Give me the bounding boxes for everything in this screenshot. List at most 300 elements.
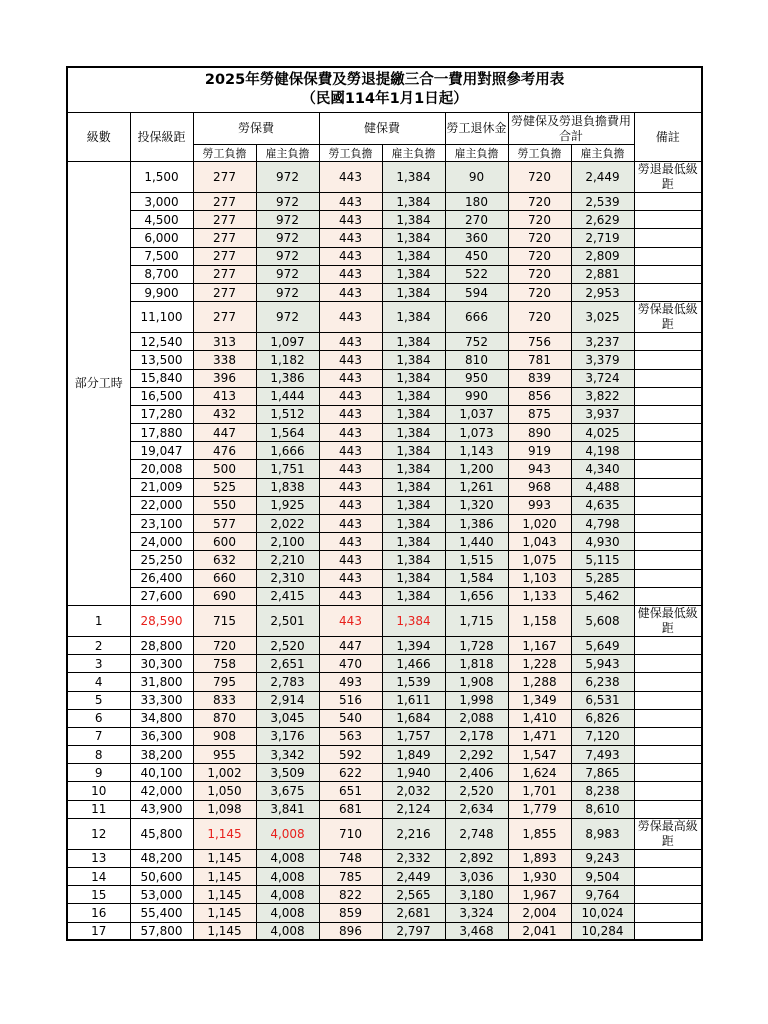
cell-note: 勞退最低級距 [634,162,702,193]
cell-insured-grade: 17,280 [130,405,193,423]
header-insured-grade: 投保級距 [130,113,193,162]
cell-health-employee: 443 [319,265,382,283]
cell-health-employer: 2,449 [382,868,445,886]
cell-labor-employee: 277 [193,283,256,301]
cell-total-employee: 993 [508,496,571,514]
cell-insured-grade: 21,009 [130,478,193,496]
cell-health-employee: 563 [319,727,382,745]
cell-labor-employer: 4,008 [256,849,319,867]
cell-labor-employer: 1,564 [256,424,319,442]
cell-total-employee: 890 [508,424,571,442]
table-row [67,605,702,636]
cell-labor-employer: 972 [256,211,319,229]
cell-health-employer: 1,384 [382,478,445,496]
cell-labor-employee: 277 [193,302,256,333]
cell-total-employer: 5,649 [571,636,634,654]
cell-note [634,868,702,886]
cell-health-employer: 2,032 [382,782,445,800]
cell-pension-employer: 522 [445,265,508,283]
cell-level: 16 [67,904,130,922]
cell-pension-employer: 1,998 [445,691,508,709]
cell-insured-grade: 1,500 [130,162,193,193]
cell-insured-grade: 34,800 [130,709,193,727]
table-row [67,886,702,904]
cell-health-employee: 822 [319,886,382,904]
cell-note [634,746,702,764]
cell-total-employer: 2,881 [571,265,634,283]
cell-total-employer: 9,504 [571,868,634,886]
cell-health-employer: 1,940 [382,764,445,782]
cell-insured-grade: 48,200 [130,849,193,867]
cell-total-employee: 1,075 [508,551,571,569]
cell-total-employer: 2,629 [571,211,634,229]
cell-total-employee: 756 [508,333,571,351]
cell-level: 4 [67,673,130,691]
cell-labor-employee: 432 [193,405,256,423]
cell-health-employee: 443 [319,496,382,514]
cell-health-employee: 710 [319,818,382,849]
cell-insured-grade: 28,590 [130,605,193,636]
cell-total-employer: 4,798 [571,515,634,533]
cell-labor-employer: 4,008 [256,886,319,904]
cell-note [634,193,702,211]
cell-insured-grade: 22,000 [130,496,193,514]
cell-labor-employee: 277 [193,211,256,229]
cell-labor-employee: 1,145 [193,904,256,922]
cell-labor-employer: 2,022 [256,515,319,533]
cell-insured-grade: 16,500 [130,387,193,405]
sub-health-employee: 勞工負擔 [319,145,382,162]
cell-insured-grade: 15,840 [130,369,193,387]
cell-health-employee: 443 [319,302,382,333]
cell-note [634,727,702,745]
table-row [67,800,702,818]
cell-health-employer: 1,466 [382,655,445,673]
cell-health-employee: 443 [319,351,382,369]
cell-total-employer: 3,724 [571,369,634,387]
cell-total-employer: 2,719 [571,229,634,247]
cell-labor-employee: 632 [193,551,256,569]
cell-insured-grade: 25,250 [130,551,193,569]
cell-health-employee: 896 [319,922,382,940]
cell-health-employee: 516 [319,691,382,709]
cell-health-employer: 1,757 [382,727,445,745]
cell-total-employer: 8,610 [571,800,634,818]
cell-health-employer: 2,124 [382,800,445,818]
table-row [67,193,702,211]
cell-note [634,283,702,301]
cell-pension-employer: 1,200 [445,460,508,478]
cell-total-employee: 1,349 [508,691,571,709]
cell-total-employer: 4,025 [571,424,634,442]
cell-health-employee: 447 [319,636,382,654]
cell-note [634,247,702,265]
cell-pension-employer: 1,515 [445,551,508,569]
cell-labor-employer: 2,520 [256,636,319,654]
table-row [67,351,702,369]
cell-note [634,515,702,533]
cell-total-employer: 3,822 [571,387,634,405]
cell-pension-employer: 2,748 [445,818,508,849]
cell-note [634,636,702,654]
table-row [67,405,702,423]
cell-pension-employer: 2,292 [445,746,508,764]
cell-pension-employer: 950 [445,369,508,387]
cell-labor-employee: 870 [193,709,256,727]
cell-total-employee: 1,410 [508,709,571,727]
cell-insured-grade: 26,400 [130,569,193,587]
cell-health-employer: 1,539 [382,673,445,691]
cell-pension-employer: 1,073 [445,424,508,442]
cell-pension-employer: 594 [445,283,508,301]
cell-pension-employer: 270 [445,211,508,229]
cell-labor-employee: 476 [193,442,256,460]
sub-total-employee: 勞工負擔 [508,145,571,162]
cell-pension-employer: 2,088 [445,709,508,727]
cell-insured-grade: 42,000 [130,782,193,800]
cell-total-employee: 1,020 [508,515,571,533]
cell-pension-employer: 2,892 [445,849,508,867]
cell-labor-employee: 277 [193,247,256,265]
cell-total-employee: 1,288 [508,673,571,691]
cell-level: 15 [67,886,130,904]
cell-note [634,333,702,351]
sub-health-employer: 雇主負擔 [382,145,445,162]
cell-insured-grade: 17,880 [130,424,193,442]
table-row [67,496,702,514]
cell-insured-grade: 24,000 [130,533,193,551]
premium-table-sheet [66,66,701,941]
header-pension: 勞工退休金 [445,113,508,145]
cell-health-employee: 443 [319,478,382,496]
sub-labor-employee: 勞工負擔 [193,145,256,162]
cell-health-employer: 2,565 [382,886,445,904]
cell-health-employer: 1,384 [382,265,445,283]
cell-health-employee: 443 [319,533,382,551]
cell-total-employee: 1,043 [508,533,571,551]
cell-labor-employee: 1,050 [193,782,256,800]
cell-labor-employee: 1,002 [193,764,256,782]
cell-labor-employee: 577 [193,515,256,533]
cell-labor-employee: 396 [193,369,256,387]
cell-insured-grade: 36,300 [130,727,193,745]
cell-pension-employer: 3,036 [445,868,508,886]
sub-total-employer: 雇主負擔 [571,145,634,162]
cell-insured-grade: 12,540 [130,333,193,351]
cell-total-employee: 968 [508,478,571,496]
table-row [67,673,702,691]
cell-labor-employee: 1,145 [193,818,256,849]
cell-insured-grade: 50,600 [130,868,193,886]
cell-health-employer: 1,384 [382,551,445,569]
cell-pension-employer: 2,178 [445,727,508,745]
cell-labor-employer: 972 [256,162,319,193]
table-row [67,764,702,782]
cell-health-employer: 1,384 [382,302,445,333]
cell-labor-employee: 550 [193,496,256,514]
cell-total-employer: 3,937 [571,405,634,423]
cell-note [634,800,702,818]
cell-health-employer: 1,384 [382,569,445,587]
table-row [67,478,702,496]
cell-health-employer: 1,384 [382,515,445,533]
cell-insured-grade: 53,000 [130,886,193,904]
cell-total-employer: 5,115 [571,551,634,569]
cell-total-employer: 4,488 [571,478,634,496]
cell-labor-employer: 972 [256,302,319,333]
cell-health-employer: 1,384 [382,605,445,636]
cell-pension-employer: 1,908 [445,673,508,691]
cell-health-employee: 443 [319,369,382,387]
cell-health-employer: 1,611 [382,691,445,709]
cell-pension-employer: 1,656 [445,587,508,605]
cell-note [634,782,702,800]
cell-total-employer: 9,243 [571,849,634,867]
cell-insured-grade: 31,800 [130,673,193,691]
cell-pension-employer: 3,324 [445,904,508,922]
cell-insured-grade: 23,100 [130,515,193,533]
cell-note [634,424,702,442]
cell-note: 健保最低級距 [634,605,702,636]
cell-note [634,904,702,922]
cell-note [634,265,702,283]
cell-pension-employer: 3,468 [445,922,508,940]
cell-insured-grade: 27,600 [130,587,193,605]
header-note: 備註 [634,113,702,162]
cell-note [634,709,702,727]
cell-labor-employer: 1,751 [256,460,319,478]
cell-pension-employer: 2,520 [445,782,508,800]
cell-health-employer: 1,384 [382,247,445,265]
cell-total-employer: 8,238 [571,782,634,800]
cell-total-employer: 5,285 [571,569,634,587]
cell-labor-employee: 313 [193,333,256,351]
cell-health-employer: 1,384 [382,211,445,229]
cell-level: 7 [67,727,130,745]
cell-labor-employer: 1,386 [256,369,319,387]
cell-health-employer: 1,394 [382,636,445,654]
cell-health-employee: 443 [319,515,382,533]
cell-note [634,886,702,904]
cell-labor-employee: 1,145 [193,849,256,867]
header-health-insurance: 健保費 [319,113,445,145]
cell-level: 8 [67,746,130,764]
cell-health-employee: 470 [319,655,382,673]
cell-total-employee: 720 [508,265,571,283]
cell-labor-employee: 1,145 [193,868,256,886]
cell-labor-employer: 2,914 [256,691,319,709]
cell-total-employee: 2,041 [508,922,571,940]
cell-total-employer: 4,340 [571,460,634,478]
cell-note [634,587,702,605]
cell-labor-employee: 1,098 [193,800,256,818]
cell-pension-employer: 1,261 [445,478,508,496]
cell-note [634,405,702,423]
cell-health-employer: 1,384 [382,442,445,460]
cell-pension-employer: 1,728 [445,636,508,654]
cell-labor-employer: 2,651 [256,655,319,673]
cell-pension-employer: 2,634 [445,800,508,818]
cell-health-employee: 443 [319,551,382,569]
cell-total-employer: 6,826 [571,709,634,727]
cell-total-employer: 6,238 [571,673,634,691]
cell-labor-employer: 3,342 [256,746,319,764]
cell-labor-employee: 720 [193,636,256,654]
cell-labor-employee: 690 [193,587,256,605]
cell-labor-employer: 972 [256,247,319,265]
cell-total-employee: 1,471 [508,727,571,745]
cell-health-employee: 651 [319,782,382,800]
cell-health-employee: 443 [319,211,382,229]
table-row [67,636,702,654]
cell-pension-employer: 1,440 [445,533,508,551]
cell-insured-grade: 33,300 [130,691,193,709]
table-row [67,551,702,569]
table-row [67,442,702,460]
cell-health-employer: 1,384 [382,533,445,551]
cell-total-employee: 1,167 [508,636,571,654]
cell-labor-employer: 1,444 [256,387,319,405]
cell-total-employee: 1,133 [508,587,571,605]
header-total: 勞健保及勞退負擔費用合計 [508,113,634,145]
cell-health-employer: 2,797 [382,922,445,940]
cell-total-employer: 2,539 [571,193,634,211]
cell-note [634,442,702,460]
cell-insured-grade: 19,047 [130,442,193,460]
cell-health-employer: 1,384 [382,405,445,423]
cell-health-employee: 443 [319,387,382,405]
table-row [67,587,702,605]
table-row [67,533,702,551]
cell-health-employer: 2,332 [382,849,445,867]
cell-level: 13 [67,849,130,867]
cell-health-employee: 443 [319,605,382,636]
cell-note [634,849,702,867]
title-line-1: 2025年勞健保保費及勞退提繳三合一費用對照參考用表 [204,72,565,88]
cell-total-employer: 4,635 [571,496,634,514]
cell-total-employee: 1,930 [508,868,571,886]
cell-insured-grade: 57,800 [130,922,193,940]
cell-note [634,764,702,782]
cell-total-employee: 1,855 [508,818,571,849]
table-row [67,211,702,229]
cell-pension-employer: 1,584 [445,569,508,587]
cell-labor-employee: 660 [193,569,256,587]
cell-health-employer: 1,849 [382,746,445,764]
cell-note [634,369,702,387]
cell-total-employer: 5,943 [571,655,634,673]
table-row [67,460,702,478]
cell-note: 勞保最高級距 [634,818,702,849]
table-row [67,727,702,745]
cell-labor-employee: 833 [193,691,256,709]
table-row [67,569,702,587]
table-row [67,868,702,886]
table-row [67,515,702,533]
cell-total-employer: 5,462 [571,587,634,605]
cell-insured-grade: 9,900 [130,283,193,301]
cell-pension-employer: 1,320 [445,496,508,514]
cell-pension-employer: 90 [445,162,508,193]
cell-level: 1 [67,605,130,636]
table-body [67,162,702,941]
cell-total-employee: 839 [508,369,571,387]
cell-labor-employee: 908 [193,727,256,745]
table-row [67,691,702,709]
cell-note [634,460,702,478]
cell-level: 6 [67,709,130,727]
table-row [67,922,702,940]
cell-labor-employer: 2,783 [256,673,319,691]
cell-labor-employee: 277 [193,162,256,193]
cell-total-employee: 1,893 [508,849,571,867]
cell-total-employee: 1,701 [508,782,571,800]
table-row [67,709,702,727]
cell-total-employer: 8,983 [571,818,634,849]
table-row [67,782,702,800]
table-row [67,818,702,849]
cell-insured-grade: 8,700 [130,265,193,283]
cell-pension-employer: 3,180 [445,886,508,904]
cell-total-employee: 1,158 [508,605,571,636]
cell-total-employer: 7,120 [571,727,634,745]
cell-note [634,496,702,514]
table-row [67,369,702,387]
cell-note [634,551,702,569]
cell-note [634,655,702,673]
cell-labor-employer: 3,841 [256,800,319,818]
cell-labor-employer: 3,176 [256,727,319,745]
table-row [67,849,702,867]
cell-health-employer: 1,384 [382,162,445,193]
cell-insured-grade: 6,000 [130,229,193,247]
cell-health-employee: 443 [319,405,382,423]
cell-pension-employer: 752 [445,333,508,351]
cell-note [634,922,702,940]
cell-insured-grade: 45,800 [130,818,193,849]
cell-total-employer: 3,025 [571,302,634,333]
cell-labor-employer: 972 [256,283,319,301]
cell-labor-employee: 447 [193,424,256,442]
cell-health-employee: 748 [319,849,382,867]
cell-total-employer: 6,531 [571,691,634,709]
cell-labor-employer: 2,415 [256,587,319,605]
cell-labor-employer: 972 [256,193,319,211]
table-row [67,283,702,301]
cell-labor-employer: 972 [256,229,319,247]
cell-insured-grade: 40,100 [130,764,193,782]
cell-note: 勞保最低級距 [634,302,702,333]
cell-labor-employer: 4,008 [256,922,319,940]
table-title [67,67,702,113]
cell-health-employee: 443 [319,193,382,211]
cell-pension-employer: 1,818 [445,655,508,673]
premium-table [66,66,703,941]
cell-total-employer: 5,608 [571,605,634,636]
cell-health-employee: 592 [319,746,382,764]
cell-note [634,478,702,496]
cell-total-employee: 720 [508,247,571,265]
cell-pension-employer: 360 [445,229,508,247]
cell-health-employer: 1,384 [382,587,445,605]
title-line-2: （民國114年1月1日起） [301,91,468,107]
cell-insured-grade: 55,400 [130,904,193,922]
cell-pension-employer: 1,386 [445,515,508,533]
cell-total-employee: 720 [508,283,571,301]
cell-labor-employer: 4,008 [256,868,319,886]
cell-insured-grade: 20,008 [130,460,193,478]
part-time-category: 部分工時 [67,162,130,606]
